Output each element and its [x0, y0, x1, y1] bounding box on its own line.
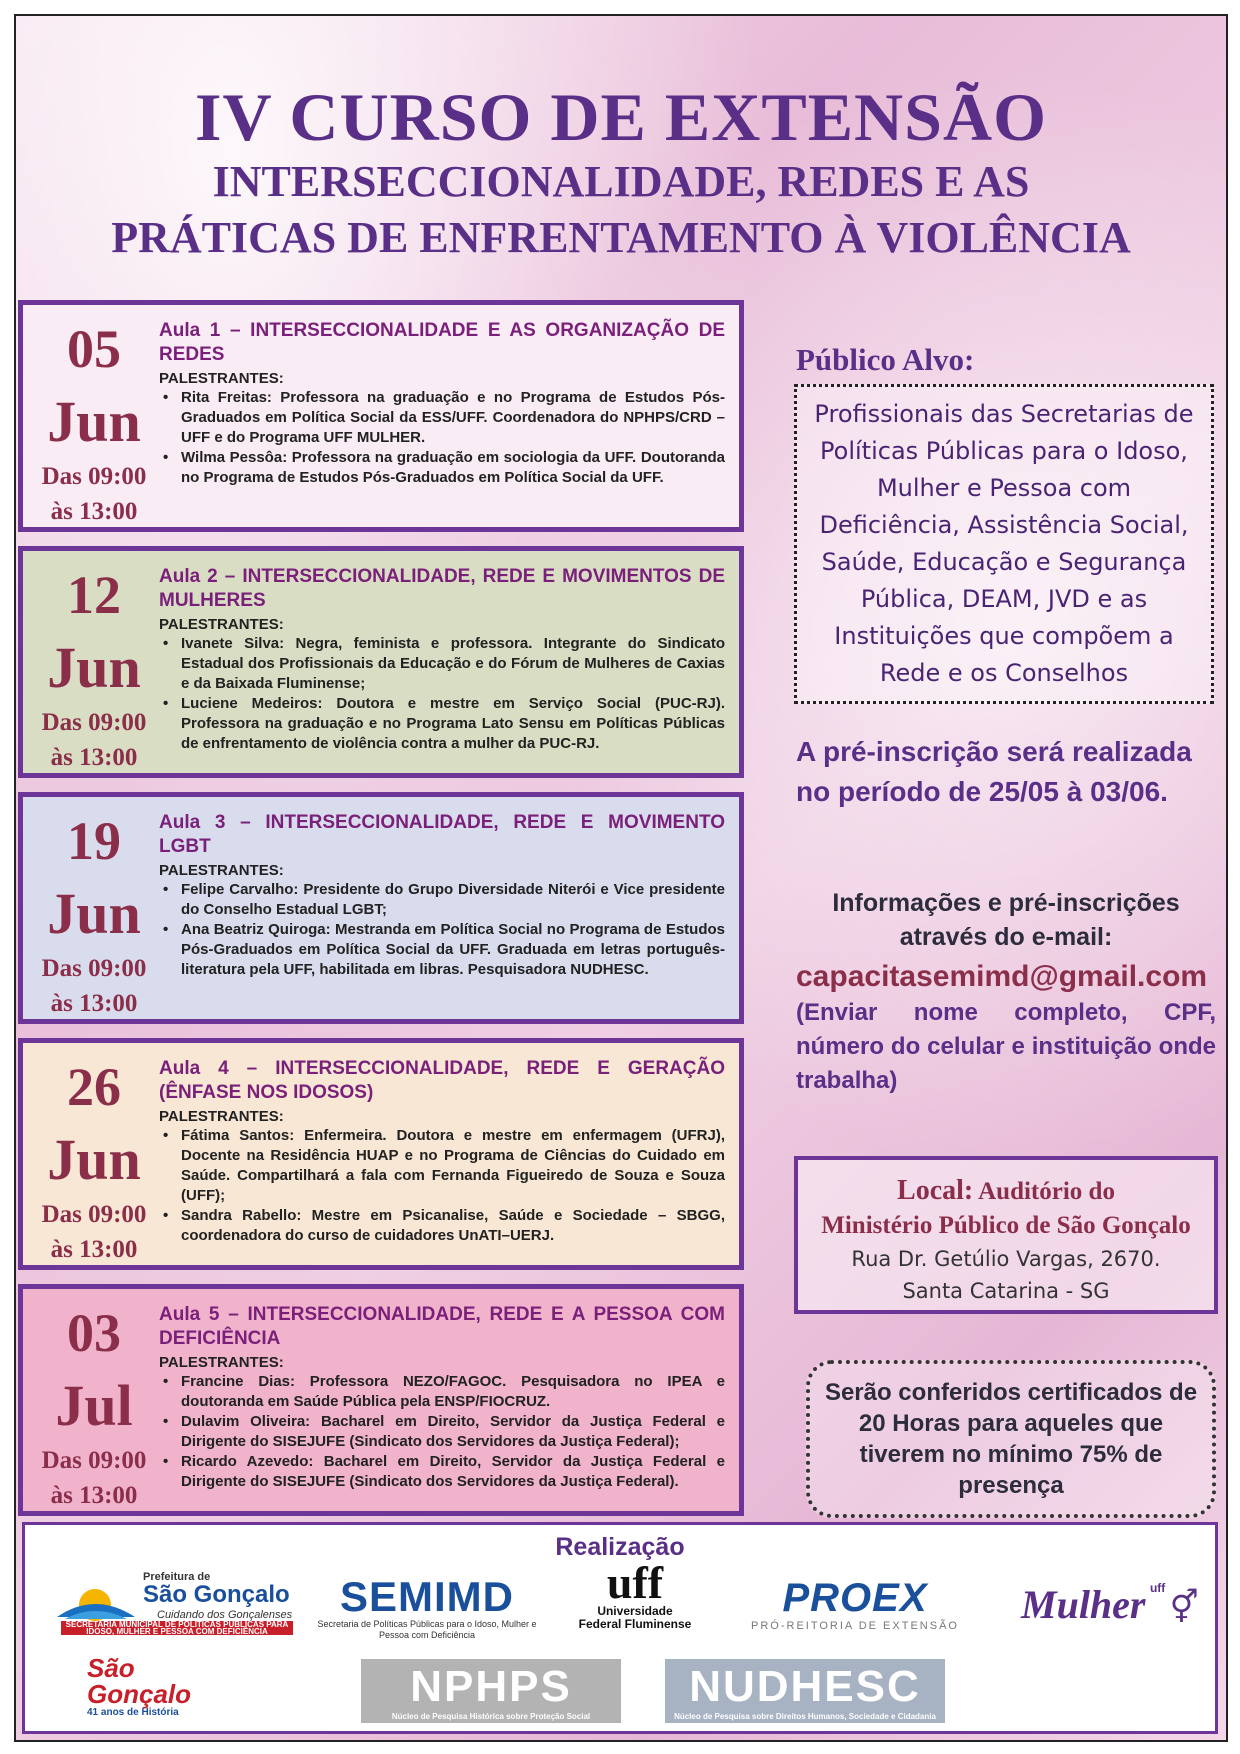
lesson-day: 12 — [67, 565, 121, 625]
lesson-date — [29, 565, 159, 773]
lesson-month: Jun — [47, 881, 141, 946]
speaker-item: • Ana Beatriz Quiroga: Mestranda em Política Social no Programa de Estudos Pós-Graduados em Política Social da UFF. Graduada em letras português-literatura pela UFF, habilitada em libras. Pesquisadora NUDHESC. — [163, 921, 725, 978]
contact-email[interactable]: capacitasemimd@gmail.com — [796, 960, 1208, 993]
speaker-item: • Francine Dias: Professora NEZO/FAGOC. Pesquisadora no IPEA e doutoranda em Saúde Pública pela ENSP/FIOCRUZ. — [163, 1373, 725, 1410]
speaker-item: • Dulavim Oliveira: Bacharel em Direito, Servidor da Justiça Federal e Dirigente do SISEJUFE (Sindicato dos Servidores da Justiça Federal); — [163, 1413, 725, 1450]
venue-city: Santa Catarina - SG — [902, 1279, 1110, 1303]
sponsors-title: Realização — [555, 1533, 685, 1561]
poster — [14, 14, 1228, 1742]
lesson-day: 03 — [67, 1303, 121, 1363]
lesson-content — [159, 1303, 725, 1492]
target-audience-text: Profissionais das Secretarias de Políticas Públicas para o Idoso, Mulher e Pessoa com Deficiência, Assistência Social, Saúde, Educação e Segurança Pública, DEAM, JVD e as Instituições que compõem a Rede e os Conselhos — [814, 400, 1194, 687]
sao-goncalo-41-anos-logo — [87, 1655, 277, 1721]
lesson-1-box — [18, 300, 744, 532]
semimd-name: SEMIMD — [340, 1573, 514, 1620]
sg-name: São Gonçalo — [143, 1581, 290, 1608]
sg-slogan: Cuidando dos Gonçalenses — [157, 1609, 293, 1621]
certificate-box — [806, 1360, 1216, 1518]
nudhesc-sub: Núcleo de Pesquisa sobre Direitos Humanos, Sociedade e Cidadania — [674, 1711, 936, 1721]
lesson-day: 26 — [67, 1057, 121, 1117]
lesson-content — [159, 565, 725, 754]
nphps-name: NPHPS — [410, 1661, 572, 1711]
lesson-title: Aula 5 – INTERSECCIONALIDADE, REDE E A PESSOA COM DEFICIÊNCIA — [159, 1304, 725, 1349]
sg-secretaria: SECRETARIA MUNICIPAL DE POLÍTICAS PÚBLICAS PARA IDOSO, MULHER E PESSOA COM DEFICIÊNCIA — [61, 1621, 293, 1635]
speakers-list — [159, 634, 725, 754]
lesson-date — [29, 811, 159, 1019]
lesson-content — [159, 1057, 725, 1246]
lesson-time-to: às 13:00 — [50, 744, 138, 771]
lesson-date — [29, 1303, 159, 1511]
lesson-content — [159, 319, 725, 488]
lesson-day: 05 — [67, 319, 121, 379]
lesson-time-to: às 13:00 — [50, 990, 138, 1017]
lesson-content — [159, 811, 725, 980]
speaker-item: • Ivanete Silva: Negra, feminista e professora. Integrante do Sindicato Estadual dos Profissionais da Educação e do Fórum de Mulheres de Caxias e da Baixada Fluminense; — [163, 635, 725, 692]
sao-goncalo-logo — [47, 1571, 293, 1637]
gender-symbol-icon: ⚥ — [1169, 1589, 1199, 1625]
proex-logo — [741, 1577, 969, 1637]
speaker-item: • Luciene Medeiros: Doutora e mestre em Serviço Social (PUC-RJ). Professora na graduação e no Programa Lato Sensu em Políticas Públicas de enfrentamento de violência contra a mulher da PUC-RJ. — [163, 695, 725, 752]
lesson-time-from: Das 09:00 — [41, 709, 147, 736]
speakers-list — [159, 388, 725, 488]
speakers-label: PALESTRANTES: — [159, 862, 284, 879]
speaker-item: • Fátima Santos: Enfermeira. Doutora e mestre em enfermagem (UFRJ), Docente na Residência HUAP e no Programa de Ciências do Cuidado em Saúde. Compartilhará a fala com Fernanda Figueiredo de Souza e Souza (UFF); — [163, 1127, 725, 1204]
semimd-logo — [317, 1575, 537, 1641]
mulher-uff: uff — [1149, 1581, 1166, 1595]
sg41-goncalo: Gonçalo — [87, 1679, 192, 1709]
lesson-title: Aula 1 – INTERSECCIONALIDADE E AS ORGANIZAÇÃO DE REDES — [159, 320, 725, 365]
venue-box — [794, 1156, 1218, 1314]
lesson-3-box — [18, 792, 744, 1024]
lesson-month: Jun — [47, 389, 141, 454]
speaker-item: • Sandra Rabello: Mestre em Psicanalise, Saúde e Sociedade – SBGG, coordenadora do curso de cuidadores UnATI–UERJ. — [163, 1207, 725, 1244]
lesson-time-to: às 13:00 — [50, 498, 138, 525]
speaker-item: • Ricardo Azevedo: Bacharel em Direito, Servidor da Justiça Federal e Dirigente do SISEJUFE (Sindicato dos Servidores da Justiça Federal). — [163, 1453, 725, 1490]
course-subtitle-line2: PRÁTICAS DE ENFRENTAMENTO À VIOLÊNCIA — [111, 213, 1131, 262]
sg41-sao: São — [87, 1653, 135, 1683]
proex-sub: PRÓ-REITORIA DE EXTENSÃO — [751, 1620, 959, 1632]
lesson-month: Jul — [55, 1373, 133, 1438]
course-subtitle-line1: INTERSECCIONALIDADE, REDES E AS — [212, 157, 1030, 206]
uff-mulher-logo — [1021, 1581, 1201, 1637]
pre-registration-period: A pré-inscrição será realizada no período de 25/05 à 03/06. — [796, 736, 1192, 807]
speakers-list — [159, 880, 725, 980]
send-instructions: (Enviar nome completo, CPF, número do celular e instituição onde trabalha) — [796, 999, 1216, 1094]
sponsors-box — [22, 1522, 1218, 1734]
speakers-list — [159, 1126, 725, 1246]
venue-label: Local: — [897, 1175, 974, 1206]
speakers-label: PALESTRANTES: — [159, 1354, 284, 1371]
proex-name: PROEX — [782, 1576, 928, 1620]
info-text: Informações e pré-inscrições através do e-mail: — [832, 889, 1180, 951]
mulher-name: Mulher — [1021, 1582, 1146, 1627]
lesson-time-to: às 13:00 — [50, 1482, 138, 1509]
nphps-logo — [361, 1659, 621, 1723]
speakers-list — [159, 1372, 725, 1492]
speakers-label: PALESTRANTES: — [159, 370, 284, 387]
lesson-title: Aula 4 – INTERSECCIONALIDADE, REDE E GERAÇÃO (ÊNFASE NOS IDOSOS) — [159, 1058, 725, 1103]
venue-line1 — [798, 1174, 1214, 1209]
uff-logo — [577, 1557, 693, 1649]
speaker-item: • Wilma Pessôa: Professora na graduação em sociologia da UFF. Doutoranda no Programa de Estudos Pós-Graduados em Política Social da UFF. — [163, 449, 725, 486]
nudhesc-name: NUDHESC — [689, 1661, 921, 1711]
venue-address: Rua Dr. Getúlio Vargas, 2670. — [851, 1247, 1161, 1271]
lesson-title: Aula 2 – INTERSECCIONALIDADE, REDE E MOVIMENTOS DE MULHERES — [159, 566, 725, 611]
lesson-time-from: Das 09:00 — [41, 1447, 147, 1474]
lesson-time-from: Das 09:00 — [41, 1201, 147, 1228]
lesson-title: Aula 3 – INTERSECCIONALIDADE, REDE E MOVIMENTO LGBT — [159, 812, 725, 857]
lesson-4-box — [18, 1038, 744, 1270]
lesson-day: 19 — [67, 811, 121, 871]
venue-name-b: Ministério Público de São Gonçalo — [821, 1212, 1191, 1239]
sg-prefeitura: Prefeitura de — [143, 1571, 211, 1583]
nphps-sub: Núcleo de Pesquisa Histórica sobre Proteção Social — [391, 1711, 591, 1721]
speaker-item: • Felipe Carvalho: Presidente do Grupo Diversidade Niterói e Vice presidente do Conselho Estadual LGBT; — [163, 881, 725, 918]
course-title: IV CURSO DE EXTENSÃO — [195, 79, 1047, 155]
lesson-month: Jun — [47, 1127, 141, 1192]
target-audience-box — [794, 384, 1214, 704]
lesson-5-box — [18, 1284, 744, 1516]
lesson-date — [29, 1057, 159, 1265]
lesson-month: Jun — [47, 635, 141, 700]
venue-name-a: Auditório do — [978, 1178, 1115, 1205]
uff-mark: uff — [606, 1557, 664, 1608]
uff-sub: Universidade Federal Fluminense — [578, 1604, 692, 1631]
nudhesc-logo — [665, 1659, 945, 1723]
target-audience-label: Público Alvo: — [796, 342, 975, 377]
sun-icon — [47, 1571, 137, 1621]
speakers-label: PALESTRANTES: — [159, 616, 284, 633]
semimd-sub: Secretaria de Políticas Públicas para o Idoso, Mulher e Pessoa com Deficiência — [317, 1619, 537, 1640]
lesson-date — [29, 319, 159, 527]
speaker-item: • Rita Freitas: Professora na graduação e no Programa de Estudos Pós-Graduados em Política Social da ESS/UFF. Coordenadora do NPHPS/CRD – UFF e do Programa UFF MULHER. — [163, 389, 725, 446]
lesson-time-from: Das 09:00 — [41, 955, 147, 982]
speakers-label: PALESTRANTES: — [159, 1108, 284, 1125]
certificate-text: Serão conferidos certificados de 20 Horas para aqueles que tiverem no mínimo 75% de presença — [824, 1379, 1198, 1499]
lesson-time-from: Das 09:00 — [41, 463, 147, 490]
lesson-2-box — [18, 546, 744, 778]
sg41-anos: 41 anos de História — [87, 1707, 179, 1718]
lesson-time-to: às 13:00 — [50, 1236, 138, 1263]
